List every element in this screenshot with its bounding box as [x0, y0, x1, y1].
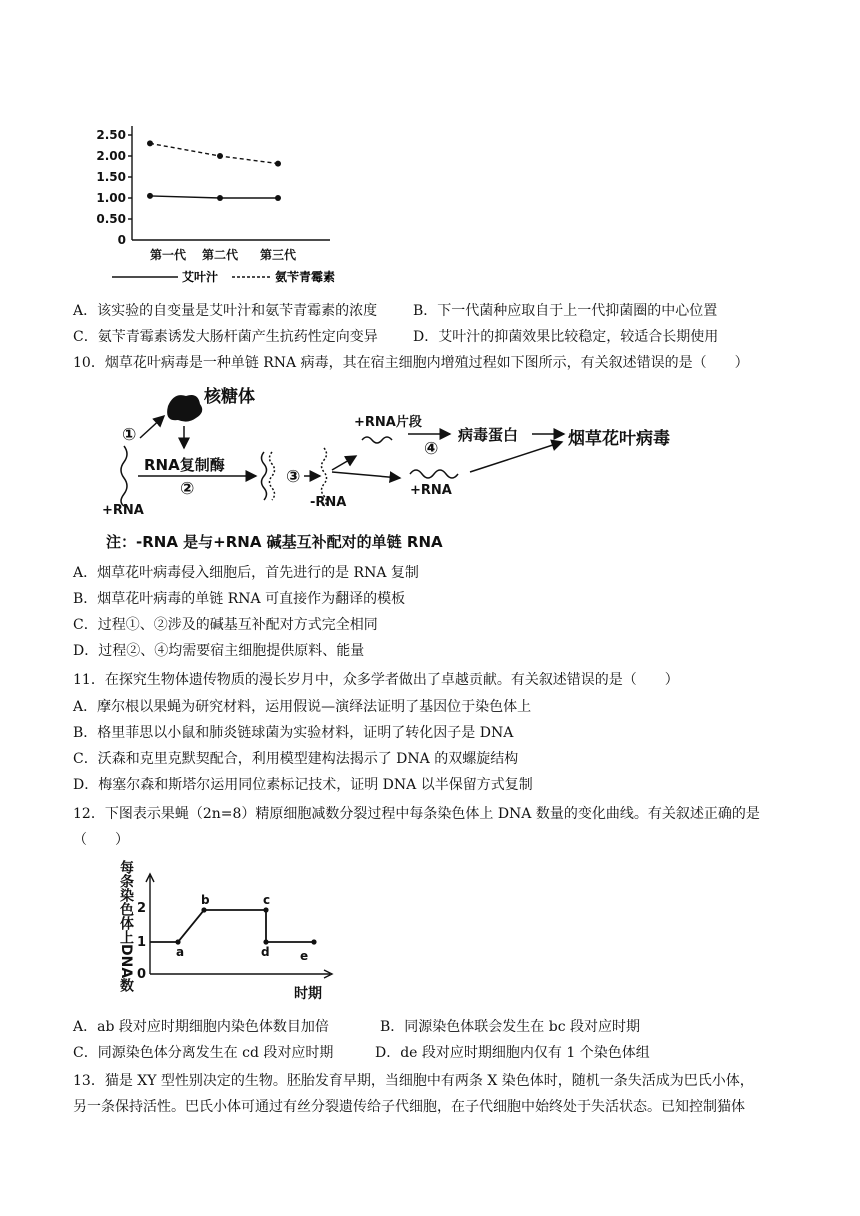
y-tick-label: 2	[136, 901, 146, 916]
curve-point	[263, 939, 268, 944]
q12-option-d: D．de 段对应时期细胞内仅有 1 个染色体组	[375, 1045, 650, 1061]
step-2-label: ②	[180, 479, 195, 499]
x-tick-label: 第三代	[259, 248, 297, 262]
diagram-note: 注：-RNA 是与+RNA 碱基互补配对的单链 RNA	[106, 533, 443, 551]
plus-rna-strand-left	[121, 446, 127, 506]
rna-fragment-label: +RNA片段	[354, 415, 422, 430]
q13-line2: 另一条保持活性。巴氏小体可通过有丝分裂遗传给子代细胞，在子代细胞中始终处于失活状态。已知控制猫体	[73, 1099, 745, 1115]
q12-option-b: B．同源染色体联会发生在 bc 段对应时期	[380, 1019, 640, 1035]
dna-per-chromosome-chart	[104, 856, 344, 1006]
q9-option-a: A．该实验的自变量是艾叶汁和氨苄青霉素的浓度	[73, 303, 378, 319]
q11-stem: 11．在探究生物体遗传物质的漫长岁月中，众多学者做出了卓越贡献。有关叙述错误的是（ ）	[73, 672, 679, 688]
minus-rna-label: -RNA	[310, 495, 347, 510]
q10-stem: 10．烟草花叶病毒是一种单链 RNA 病毒，其在宿主细胞内增殖过程如下图所示，有关叙述错误的是（ ）	[73, 355, 749, 371]
plus-rna-left-label: +RNA	[102, 503, 144, 518]
y-tick-label: 0.50	[96, 212, 126, 226]
x-axis-label: 时期	[294, 986, 322, 1002]
q11-option-d: D．梅塞尔森和斯塔尔运用同位素标记技术，证明 DNA 以半保留方式复制	[73, 777, 533, 793]
ribosome-label: 核糖体	[204, 387, 255, 407]
legend-label-ampicillin: 氨苄青霉素	[275, 270, 336, 284]
y-tick-label: 2.50	[96, 128, 126, 142]
step-3-label: ③	[286, 467, 301, 487]
y-axis-label: 每条染色体上DNA数	[118, 860, 134, 993]
q9-option-c: C．氨苄青霉素诱发大肠杆菌产生抗药性定向变异	[73, 329, 378, 345]
y-tick-label: 2.00	[96, 149, 126, 163]
curve-point	[263, 907, 268, 912]
q11-option-a: A．摩尔根以果蝇为研究材料，运用假说—演绎法证明了基因位于染色体上	[73, 699, 532, 715]
data-point	[217, 195, 223, 201]
plus-rna-strand-right	[410, 470, 458, 478]
point-label-d: d	[261, 945, 270, 959]
q12-option-c: C．同源染色体分离发生在 cd 段对应时期	[73, 1045, 334, 1061]
plus-rna-right-label: +RNA	[410, 483, 452, 498]
q12-stem-line1: 12．下图表示果蝇（2n=8）精原细胞减数分裂过程中每条染色体上 DNA 数量的变化曲线。有关叙述正确的是	[73, 806, 760, 822]
q10-option-a: A．烟草花叶病毒侵入细胞后，首先进行的是 RNA 复制	[73, 565, 419, 581]
series-line-1	[150, 143, 278, 163]
step-1-label: ①	[122, 425, 137, 445]
data-point	[147, 140, 153, 146]
q9-option-b: B．下一代菌种应取自于上一代抑菌圈的中心位置	[413, 303, 718, 319]
curve-point	[311, 939, 316, 944]
curve-point	[175, 939, 180, 944]
y-tick-label: 1.00	[96, 191, 126, 205]
tmv-label: 烟草花叶病毒	[568, 429, 670, 449]
rna-replicase-label: RNA复制酶	[144, 456, 225, 474]
q12-stem-line2: （ ）	[73, 832, 129, 848]
q9-option-d: D．艾叶汁的抑菌效果比较稳定，较适合长期使用	[413, 329, 719, 345]
data-point	[275, 195, 281, 201]
y-tick-label: 0	[136, 967, 146, 982]
x-tick-label: 第一代	[149, 248, 187, 262]
y-tick-label: 1	[136, 935, 146, 950]
data-point	[275, 161, 281, 167]
q12-option-a: A．ab 段对应时期细胞内染色体数目加倍	[73, 1019, 329, 1035]
q10-option-c: C．过程①、②涉及的碱基互补配对方式完全相同	[73, 617, 378, 633]
q10-option-d: D．过程②、④均需要宿主细胞提供原料、能量	[73, 643, 365, 659]
tmv-replication-diagram	[98, 382, 708, 554]
viral-protein-label: 病毒蛋白	[458, 426, 519, 444]
step-4-label: ④	[424, 439, 439, 459]
data-point	[217, 153, 223, 159]
y-tick-label: 1.50	[96, 170, 126, 184]
curve-point	[201, 907, 206, 912]
ribosome-icon	[167, 395, 202, 422]
data-point	[147, 193, 153, 199]
legend-label-aiye: 艾叶汁	[182, 270, 219, 284]
q10-option-b: B．烟草花叶病毒的单链 RNA 可直接作为翻译的模板	[73, 591, 406, 607]
dna-curve	[150, 910, 314, 942]
y-tick-label: 0	[117, 233, 126, 247]
series-line-0	[150, 196, 278, 198]
point-label-b: b	[201, 893, 210, 907]
chart-legend	[112, 269, 335, 284]
q11-option-b: B．格里菲思以小鼠和肺炎链球菌为实验材料，证明了转化因子是 DNA	[73, 725, 514, 741]
point-label-a: a	[176, 945, 185, 959]
q13-line1: 13．猫是 XY 型性别决定的生物。胚胎发育早期，当细胞中有两条 X 染色体时，随机一条失活成为巴氏小体，	[73, 1073, 754, 1089]
antibacterial-line-chart	[90, 118, 350, 290]
x-tick-label: 第二代	[201, 248, 239, 262]
point-label-e: e	[300, 949, 309, 963]
q11-option-c: C．沃森和克里克默契配合，利用模型建构法揭示了 DNA 的双螺旋结构	[73, 751, 519, 767]
point-label-c: c	[263, 893, 271, 907]
